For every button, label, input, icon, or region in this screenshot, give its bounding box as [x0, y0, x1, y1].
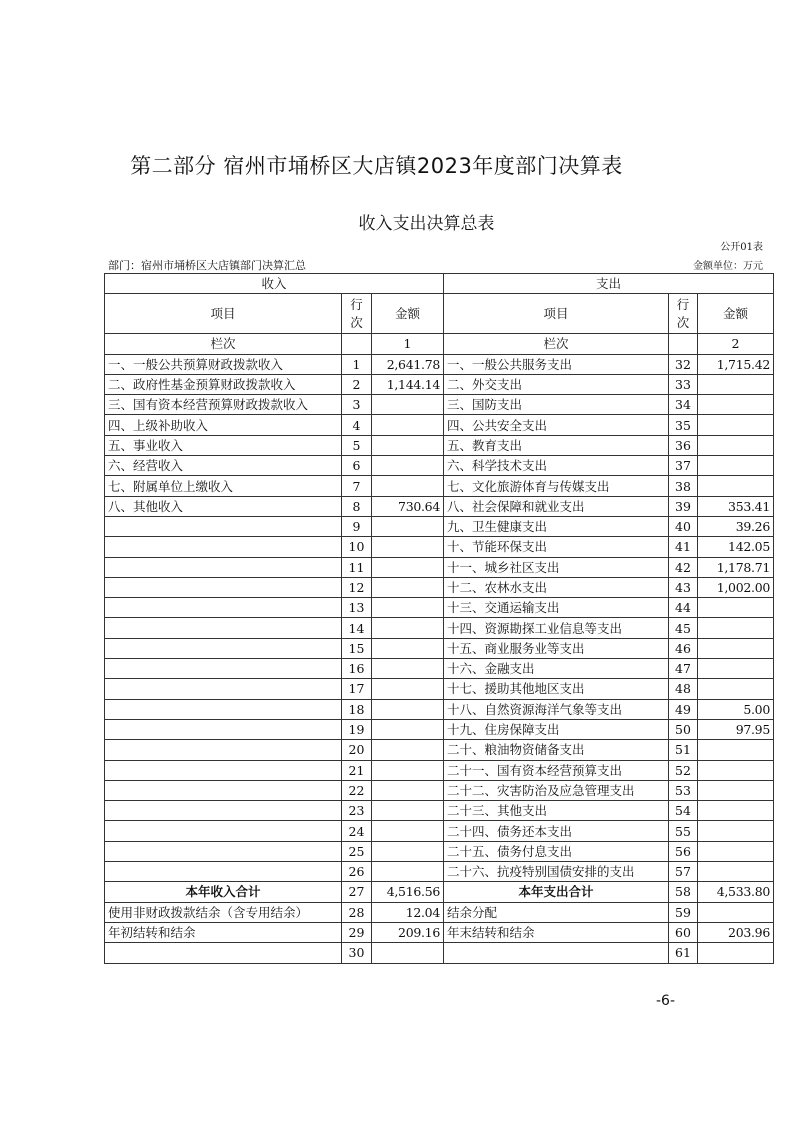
expense-row-number: 58 [669, 882, 698, 902]
table-row [105, 435, 774, 455]
table-row [105, 679, 774, 699]
income-row-number: 4 [342, 415, 372, 435]
income-amount [372, 740, 444, 760]
expense-row-number: 47 [669, 659, 698, 679]
expense-row-number: 41 [669, 537, 698, 557]
income-amount [372, 780, 444, 800]
income-item: 年初结转和结余 [105, 922, 342, 942]
expense-row-number: 37 [669, 456, 698, 476]
expense-amount [698, 395, 774, 415]
income-row-number: 3 [342, 395, 372, 415]
income-amount [372, 862, 444, 882]
income-amount [372, 801, 444, 821]
table-title-text: 收入支出决算总表 [358, 214, 495, 234]
expense-amount-header: 金额 [698, 294, 774, 334]
income-item: 使用非财政拨款结余（含专用结余） [105, 902, 342, 922]
expense-row-number: 61 [669, 943, 698, 963]
income-row-number: 19 [342, 719, 372, 739]
expense-index-number: 2 [698, 334, 774, 354]
income-row-number: 11 [342, 557, 372, 577]
expense-amount [698, 862, 774, 882]
department-label: 部门：宿州市埇桥区大店镇部门决算汇总 [108, 259, 306, 272]
income-item: 四、上级补助收入 [105, 415, 342, 435]
income-amount: 1,144.14 [372, 374, 444, 394]
expense-amount [698, 780, 774, 800]
table-row [105, 354, 774, 374]
table-row [105, 862, 774, 882]
expense-item: 十八、自然资源海洋气象等支出 [444, 699, 669, 719]
table-row [105, 598, 774, 618]
expense-row-number: 40 [669, 516, 698, 536]
table-row [105, 577, 774, 597]
expense-row-number: 35 [669, 415, 698, 435]
income-amount: 2,641.78 [372, 354, 444, 374]
income-item [105, 618, 342, 638]
table-row [105, 760, 774, 780]
income-item [105, 577, 342, 597]
expense-item: 年末结转和结余 [444, 922, 669, 942]
income-amount-header: 金额 [372, 294, 444, 334]
expense-item: 五、教育支出 [444, 435, 669, 455]
page-number: -6- [656, 993, 676, 1009]
income-amount [372, 638, 444, 658]
table-row [105, 699, 774, 719]
income-amount [372, 537, 444, 557]
income-item: 六、经营收入 [105, 456, 342, 476]
table-row [105, 516, 774, 536]
expense-amount: 1,715.42 [698, 354, 774, 374]
expense-row-number: 55 [669, 821, 698, 841]
income-item: 本年收入合计 [105, 882, 342, 902]
table-row [105, 922, 774, 942]
income-row-number: 26 [342, 862, 372, 882]
income-row-number: 10 [342, 537, 372, 557]
income-item: 一、一般公共预算财政拨款收入 [105, 354, 342, 374]
income-amount [372, 699, 444, 719]
income-section-header: 收入 [105, 274, 444, 294]
expense-row-number: 49 [669, 699, 698, 719]
table-row [105, 476, 774, 496]
expense-row-number: 38 [669, 476, 698, 496]
expense-row-number: 53 [669, 780, 698, 800]
table-row [105, 719, 774, 739]
income-index-label: 栏次 [105, 334, 342, 354]
income-amount [372, 618, 444, 638]
income-index-number: 1 [372, 334, 444, 354]
income-item [105, 598, 342, 618]
table-row [105, 537, 774, 557]
expense-item: 八、社会保障和就业支出 [444, 496, 669, 516]
income-row-number: 14 [342, 618, 372, 638]
income-row-number: 20 [342, 740, 372, 760]
income-item [105, 780, 342, 800]
expense-row-number: 60 [669, 922, 698, 942]
page-title-text: 第二部分 宿州市埇桥区大店镇2023年度部门决算表 [130, 154, 623, 178]
income-row-number: 22 [342, 780, 372, 800]
income-item: 二、政府性基金预算财政拨款收入 [105, 374, 342, 394]
column-index-row [105, 334, 774, 354]
table-row [105, 456, 774, 476]
income-row-number: 6 [342, 456, 372, 476]
income-item [105, 801, 342, 821]
expense-row-number: 43 [669, 577, 698, 597]
income-amount [372, 456, 444, 476]
page-title [0, 150, 793, 180]
expense-row-number: 46 [669, 638, 698, 658]
income-amount [372, 841, 444, 861]
income-item [105, 740, 342, 760]
expense-amount [698, 476, 774, 496]
income-row-number: 18 [342, 699, 372, 719]
expense-item: 十九、住房保障支出 [444, 719, 669, 739]
expense-row-number: 48 [669, 679, 698, 699]
income-row-number: 15 [342, 638, 372, 658]
expense-item: 十六、金融支出 [444, 659, 669, 679]
table-row [105, 821, 774, 841]
income-amount: 12.04 [372, 902, 444, 922]
expense-amount [698, 456, 774, 476]
income-amount: 4,516.56 [372, 882, 444, 902]
income-row-number: 13 [342, 598, 372, 618]
expense-row-header: 行次 [669, 294, 698, 334]
income-amount [372, 577, 444, 597]
income-amount [372, 679, 444, 699]
income-amount [372, 516, 444, 536]
expense-row-number: 50 [669, 719, 698, 739]
income-expense-table [104, 273, 774, 964]
income-amount [372, 760, 444, 780]
expense-amount: 4,533.80 [698, 882, 774, 902]
income-row-number: 12 [342, 577, 372, 597]
expense-amount [698, 435, 774, 455]
income-amount [372, 943, 444, 963]
expense-item: 二十三、其他支出 [444, 801, 669, 821]
income-row-number: 25 [342, 841, 372, 861]
expense-item: 四、公共安全支出 [444, 415, 669, 435]
income-row-number: 28 [342, 902, 372, 922]
table-row [105, 395, 774, 415]
income-item [105, 537, 342, 557]
income-amount [372, 435, 444, 455]
table-row [105, 801, 774, 821]
expense-amount [698, 374, 774, 394]
income-row-number: 7 [342, 476, 372, 496]
income-row-number: 5 [342, 435, 372, 455]
expense-row-number: 44 [669, 598, 698, 618]
income-row-number: 29 [342, 922, 372, 942]
expense-item: 二十六、抗疫特别国债安排的支出 [444, 862, 669, 882]
table-row [105, 618, 774, 638]
expense-row-number: 42 [669, 557, 698, 577]
expense-item: 二十四、债务还本支出 [444, 821, 669, 841]
income-item [105, 862, 342, 882]
income-amount [372, 659, 444, 679]
income-row-number: 23 [342, 801, 372, 821]
income-item [105, 699, 342, 719]
expense-amount [698, 902, 774, 922]
income-amount [372, 415, 444, 435]
expense-amount [698, 740, 774, 760]
expense-amount [698, 638, 774, 658]
expense-row-number: 54 [669, 801, 698, 821]
table-row [105, 902, 774, 922]
expense-amount [698, 618, 774, 638]
income-row-number: 21 [342, 760, 372, 780]
expense-item: 本年支出合计 [444, 882, 669, 902]
expense-amount: 5.00 [698, 699, 774, 719]
income-amount [372, 719, 444, 739]
income-row-number: 8 [342, 496, 372, 516]
expense-row-number: 36 [669, 435, 698, 455]
income-item: 五、事业收入 [105, 435, 342, 455]
expense-row-number: 34 [669, 395, 698, 415]
income-row-header: 行次 [342, 294, 372, 334]
expense-item: 十、节能环保支出 [444, 537, 669, 557]
income-item [105, 821, 342, 841]
unit-label: 金额单位：万元 [693, 261, 763, 272]
expense-amount: 142.05 [698, 537, 774, 557]
expense-amount [698, 679, 774, 699]
income-item [105, 638, 342, 658]
income-item [105, 659, 342, 679]
income-item-header: 项目 [105, 294, 342, 334]
expense-item: 十一、城乡社区支出 [444, 557, 669, 577]
income-amount [372, 476, 444, 496]
income-item: 三、国有资本经营预算财政拨款收入 [105, 395, 342, 415]
income-row-number: 2 [342, 374, 372, 394]
expense-item: 一、一般公共服务支出 [444, 354, 669, 374]
expense-item: 三、国防支出 [444, 395, 669, 415]
expense-row-number: 45 [669, 618, 698, 638]
income-item [105, 557, 342, 577]
expense-item: 结余分配 [444, 902, 669, 922]
expense-amount: 1,002.00 [698, 577, 774, 597]
income-item [105, 719, 342, 739]
income-amount: 209.16 [372, 922, 444, 942]
income-item: 七、附属单位上缴收入 [105, 476, 342, 496]
expense-amount: 353.41 [698, 496, 774, 516]
income-amount [372, 598, 444, 618]
expense-item: 二十一、国有资本经营预算支出 [444, 760, 669, 780]
expense-amount: 203.96 [698, 922, 774, 942]
table-row [105, 638, 774, 658]
expense-row-number: 32 [669, 354, 698, 374]
table-row [105, 496, 774, 516]
expense-amount: 1,178.71 [698, 557, 774, 577]
expense-item: 六、科学技术支出 [444, 456, 669, 476]
expense-index-blank [669, 334, 698, 354]
total-row [105, 882, 774, 902]
table-row [105, 943, 774, 963]
table-row [105, 415, 774, 435]
expense-item-header: 项目 [444, 294, 669, 334]
form-number: 公开01表 [720, 242, 763, 253]
expense-item: 十五、商业服务业等支出 [444, 638, 669, 658]
expense-item: 十二、农林水支出 [444, 577, 669, 597]
expense-item: 二十二、灾害防治及应急管理支出 [444, 780, 669, 800]
income-amount [372, 557, 444, 577]
expense-section-header: 支出 [444, 274, 774, 294]
income-amount [372, 395, 444, 415]
expense-amount [698, 598, 774, 618]
income-row-number: 17 [342, 679, 372, 699]
income-row-number: 16 [342, 659, 372, 679]
table-title [0, 209, 793, 234]
income-index-blank [342, 334, 372, 354]
expense-row-number: 51 [669, 740, 698, 760]
income-row-number: 30 [342, 943, 372, 963]
table-row [105, 841, 774, 861]
expense-item: 二十、粮油物资储备支出 [444, 740, 669, 760]
table-row [105, 659, 774, 679]
income-item [105, 516, 342, 536]
section-header-row [105, 274, 774, 294]
table-row [105, 557, 774, 577]
income-item [105, 943, 342, 963]
income-amount [372, 821, 444, 841]
expense-row-number: 39 [669, 496, 698, 516]
income-item: 八、其他收入 [105, 496, 342, 516]
expense-amount [698, 415, 774, 435]
expense-index-label: 栏次 [444, 334, 669, 354]
expense-item: 七、文化旅游体育与传媒支出 [444, 476, 669, 496]
expense-amount: 97.95 [698, 719, 774, 739]
expense-row-number: 56 [669, 841, 698, 861]
income-item [105, 760, 342, 780]
expense-item: 九、卫生健康支出 [444, 516, 669, 536]
expense-item: 二十五、债务付息支出 [444, 841, 669, 861]
expense-amount [698, 801, 774, 821]
table-row [105, 740, 774, 760]
income-amount: 730.64 [372, 496, 444, 516]
expense-amount [698, 821, 774, 841]
income-row-number: 1 [342, 354, 372, 374]
expense-amount: 39.26 [698, 516, 774, 536]
income-row-number: 9 [342, 516, 372, 536]
expense-row-number: 57 [669, 862, 698, 882]
expense-row-number: 52 [669, 760, 698, 780]
expense-item: 十四、资源勘探工业信息等支出 [444, 618, 669, 638]
expense-amount [698, 943, 774, 963]
expense-amount [698, 841, 774, 861]
expense-row-number: 59 [669, 902, 698, 922]
expense-item: 二、外交支出 [444, 374, 669, 394]
expense-amount [698, 760, 774, 780]
income-item [105, 841, 342, 861]
table-row [105, 374, 774, 394]
table-row [105, 780, 774, 800]
expense-row-number: 33 [669, 374, 698, 394]
expense-item: 十三、交通运输支出 [444, 598, 669, 618]
expense-amount [698, 659, 774, 679]
expense-item [444, 943, 669, 963]
income-row-number: 27 [342, 882, 372, 902]
column-header-row [105, 294, 774, 334]
expense-item: 十七、援助其他地区支出 [444, 679, 669, 699]
income-item [105, 679, 342, 699]
income-row-number: 24 [342, 821, 372, 841]
